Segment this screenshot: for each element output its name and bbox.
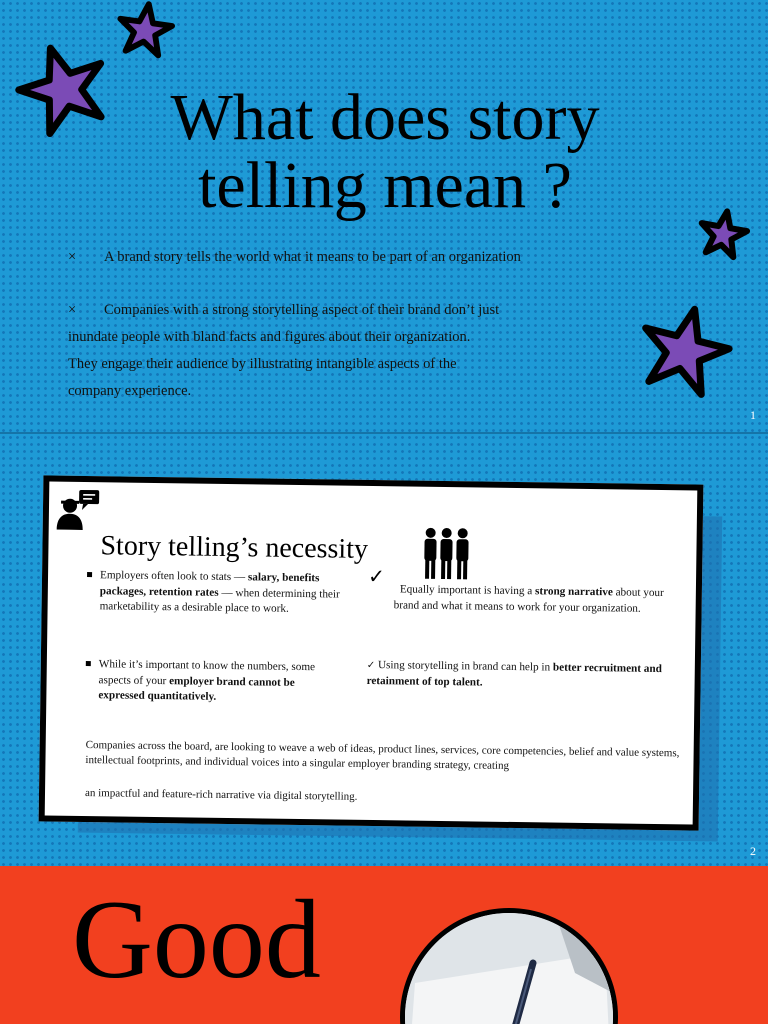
left-bullet-2 [98, 657, 329, 707]
text: Using storytelling in brand can help in [377, 659, 554, 674]
star-icon [112, 0, 178, 62]
star-icon [694, 206, 752, 264]
text: Equally important is having a [399, 583, 536, 598]
footer-line-1: Companies across the board, are looking to weave a web of ideas, product lines, services, core competencies, belief and value systems, intellectual footprints, and individual voices into a singular employer branding strategy, creating [85, 739, 680, 772]
star-icon [14, 40, 114, 140]
slide-1 [0, 0, 768, 432]
bullet-marker: × [68, 249, 77, 265]
bullet-1-text: A brand story tells the world what it means to be part of an organization [104, 249, 521, 265]
slide-2 [0, 432, 768, 867]
right-bullet-1 [394, 582, 684, 617]
bullet-square [86, 661, 91, 666]
title-line-2: telling mean ? [198, 149, 572, 222]
star-icon [632, 302, 736, 402]
pen-writing-image [405, 913, 613, 1024]
footer-line-2: an impactful and feature-rich narrative via digital storytelling. [84, 787, 358, 803]
bullet-square [87, 572, 92, 577]
text: While it’s important to know the numbers, some aspects of your [98, 658, 316, 687]
speaker-chat-icon [55, 488, 102, 531]
text: Employers often look to stats — [99, 569, 249, 584]
slide-3-title: Good [72, 878, 321, 1002]
text: — when determining their marketability as a desirable place to work. [99, 586, 340, 615]
check-icon: ✓ [366, 659, 376, 672]
left-bullet-1 [100, 568, 341, 618]
page-number: 2 [750, 844, 756, 858]
check-icon: ✓ [367, 563, 386, 589]
slide-1-title [100, 81, 670, 222]
bullet-marker: × [68, 302, 77, 318]
title-line-1: What does story [170, 81, 600, 154]
bullet-2 [68, 297, 499, 405]
bullet-1 [68, 244, 521, 271]
team-icon [420, 527, 473, 582]
necessity-card [39, 475, 704, 830]
slide-3 [0, 866, 768, 1024]
bullet-2-line-2: inundate people with bland facts and figures about their organization. [68, 329, 471, 345]
right-bullet-2 [366, 658, 682, 693]
emphasis: strong narrative [534, 585, 613, 599]
writing-photo [400, 908, 618, 1024]
emphasis: salary, benefits packages, retention rates [99, 571, 320, 599]
text: about your brand and what it means to work for your organization. [393, 586, 664, 615]
emphasis: employer brand cannot be expressed quantitatively. [98, 674, 295, 703]
slide-2-heading: Story telling’s necessity [100, 530, 369, 565]
bullet-2-line-1: Companies with a strong storytelling aspect of their brand don’t just [104, 302, 500, 318]
page-number: 1 [750, 408, 756, 422]
bullet-2-line-3: They engage their audience by illustrating intangible aspects of the [68, 356, 457, 372]
bullet-2-line-4: company experience. [68, 383, 192, 399]
emphasis: better recruitment and retainment of top talent. [366, 661, 662, 689]
